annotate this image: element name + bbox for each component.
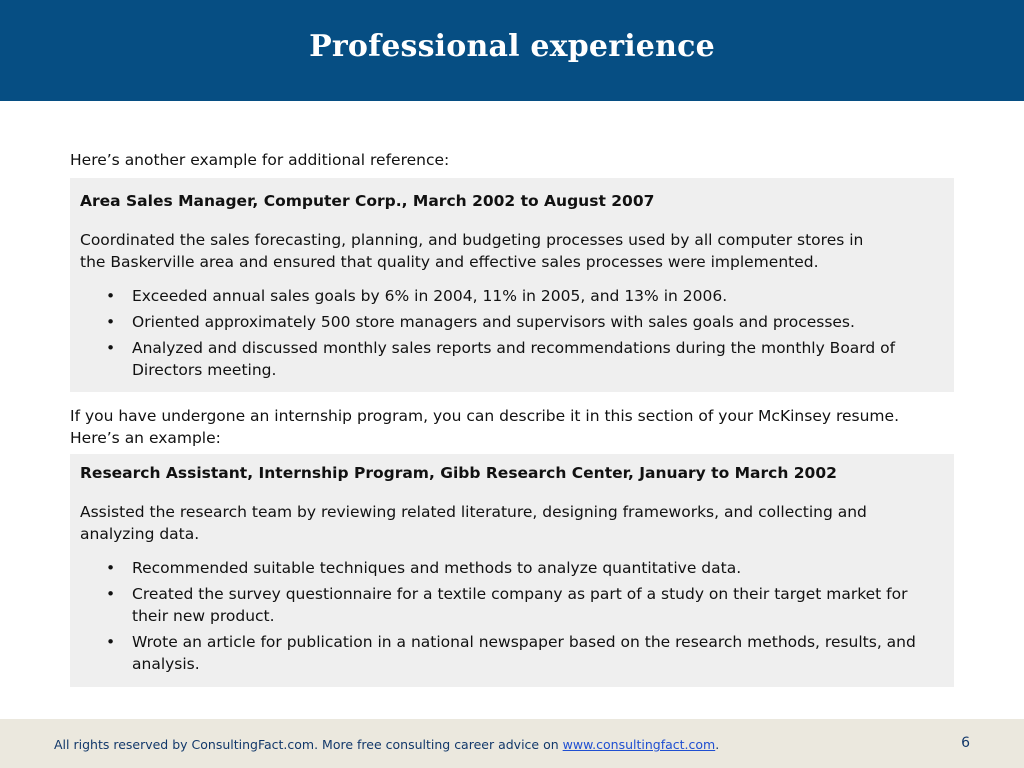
section2-intro [70, 405, 960, 449]
bullet-text: Created the survey questionnaire for a textile company as part of a study on their target market for their new product. [132, 585, 908, 625]
page-number: 6 [961, 735, 970, 751]
bullet-text: Analyzed and discussed monthly sales reports and recommendations during the monthly Board of Directors meeting. [132, 339, 896, 379]
bullet-icon: • [106, 313, 116, 331]
bullet-item [80, 557, 944, 579]
bullet-item [80, 311, 944, 333]
experience-description-sales [80, 229, 944, 273]
achievements-list-sales [80, 285, 944, 381]
experience-box-sales [70, 178, 954, 392]
intro-line: Here’s an example: [70, 429, 221, 447]
description-line: Coordinated the sales forecasting, planning, and budgeting processes used by all computer stores in [80, 231, 864, 249]
bullet-icon: • [106, 585, 116, 603]
bullet-icon: • [106, 287, 116, 305]
footer-website-link[interactable]: www.consultingfact.com [562, 737, 716, 752]
intro-line: If you have undergone an internship program, you can describe it in this section of your McKinsey resume. [70, 407, 899, 425]
experience-description-research [80, 501, 944, 545]
achievements-list-research [80, 557, 944, 675]
experience-box-research [70, 454, 954, 687]
bullet-item [80, 631, 944, 675]
bullet-icon: • [106, 559, 116, 577]
bullet-item [80, 583, 944, 627]
bullet-text: Oriented approximately 500 store managers and supervisors with sales goals and processes. [132, 313, 855, 331]
slide-footer [0, 719, 1024, 768]
description-line: the Baskerville area and ensured that quality and effective sales processes were implemented. [80, 253, 819, 271]
description-line: Assisted the research team by reviewing related literature, designing frameworks, and collecting and [80, 503, 867, 521]
footer-text-prefix: All rights reserved by ConsultingFact.com. More free consulting career advice on [54, 737, 563, 752]
experience-title-sales: Area Sales Manager, Computer Corp., March 2002 to August 2007 [80, 192, 655, 210]
bullet-icon: • [106, 339, 116, 357]
slide-title: Professional experience [309, 29, 715, 64]
bullet-item [80, 285, 944, 307]
description-line: analyzing data. [80, 525, 200, 543]
bullet-item [80, 337, 944, 381]
bullet-text: Recommended suitable techniques and methods to analyze quantitative data. [132, 559, 742, 577]
bullet-text: Exceeded annual sales goals by 6% in 2004, 11% in 2005, and 13% in 2006. [132, 287, 728, 305]
footer-text-suffix: . [715, 737, 720, 752]
slide-header [0, 0, 1024, 101]
experience-title-research: Research Assistant, Internship Program, Gibb Research Center, January to March 2002 [80, 464, 837, 482]
section1-intro: Here’s another example for additional reference: [70, 151, 450, 169]
bullet-text: Wrote an article for publication in a national newspaper based on the research methods, results, and analysis. [132, 633, 916, 673]
bullet-icon: • [106, 633, 116, 651]
footer-copyright [54, 737, 719, 752]
